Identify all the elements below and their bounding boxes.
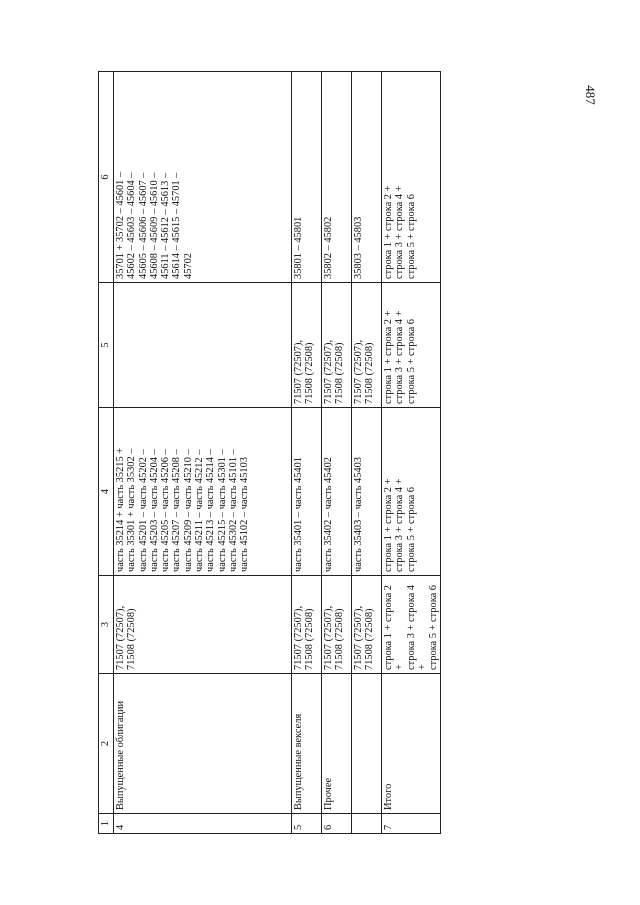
header-cell-2: 2 bbox=[99, 674, 114, 814]
table-row bbox=[292, 72, 322, 834]
header-cell-4: 4 bbox=[99, 408, 114, 576]
row-label-cell bbox=[352, 674, 382, 814]
table-cell: строка 1 + строка 2 + строка 3 + строка 4 + строка 5 + строка 6 bbox=[382, 576, 441, 674]
table-cell: 71507 (72507), 71508 (72508) bbox=[114, 576, 292, 674]
page-number: 487 bbox=[583, 85, 598, 105]
table-row-total bbox=[382, 72, 441, 834]
row-number-cell: 6 bbox=[322, 814, 352, 834]
header-cell-6: 6 bbox=[99, 72, 114, 283]
table-row bbox=[322, 72, 352, 834]
table-cell: 71507 (72507), 71508 (72508) bbox=[292, 283, 322, 408]
table-cell: 35802 – 45802 bbox=[322, 72, 352, 283]
table-cell: 71507 (72507), 71508 (72508) bbox=[352, 576, 382, 674]
header-cell-5: 5 bbox=[99, 283, 114, 408]
table-cell: часть 35214 + часть 35215 + часть 35301 + часть 35302 – часть 45201 – часть 45202 – часть 45203 – часть 45204 – часть 45205 – часть 45206 – часть 45207 – часть 45208 – часть 45209 – часть 45210 – часть 45211 – часть 45212 – часть 45213 – часть 45214 – часть 45215 – часть 45301 – часть 45302 – часть 45101 – часть 45102 – часть 45103 bbox=[114, 408, 292, 576]
table-cell: 35701 + 35702 – 45601 – 45602 – 45603 – 45604 – 45605 – 45606 – 45607 – 45608 – 45609 – 45610 – 45611 – 45612 – 45613 – 45614 – 45615 – 45701 – 45702 bbox=[114, 72, 292, 283]
row-number-cell: 5 bbox=[292, 814, 322, 834]
table-cell: 71507 (72507), 71508 (72508) bbox=[322, 283, 352, 408]
row-number-cell: 4 bbox=[114, 814, 292, 834]
table-cell: 71507 (72507), 71508 (72508) bbox=[292, 576, 322, 674]
table-cell: строка 1 + строка 2 + строка 3 + строка 4 + строка 5 + строка 6 bbox=[382, 72, 441, 283]
row-label-cell: Выпущенные векселя bbox=[292, 674, 322, 814]
header-cell-1: 1 bbox=[99, 814, 114, 834]
table-cell: часть 35401 – часть 45401 bbox=[292, 408, 322, 576]
row-number-cell: 7 bbox=[382, 814, 441, 834]
table-cell: 71507 (72507), 71508 (72508) bbox=[322, 576, 352, 674]
row-number-cell bbox=[352, 814, 382, 834]
row-label-cell: Итого bbox=[382, 674, 441, 814]
rotated-table-container bbox=[98, 72, 440, 834]
table-inner bbox=[98, 72, 440, 834]
table-cell: 71507 (72507), 71508 (72508) bbox=[352, 283, 382, 408]
table-cell: часть 35402 – часть 45402 bbox=[322, 408, 352, 576]
table-cell: 35801 – 45801 bbox=[292, 72, 322, 283]
data-table bbox=[98, 71, 441, 834]
table-cell bbox=[114, 283, 292, 408]
row-label-cell: Выпущенные облигации bbox=[114, 674, 292, 814]
row-label-cell: Прочее bbox=[322, 674, 352, 814]
table-row bbox=[352, 72, 382, 834]
table-row bbox=[114, 72, 292, 834]
table-cell: часть 35403 – часть 45403 bbox=[352, 408, 382, 576]
header-cell-3: 3 bbox=[99, 576, 114, 674]
table-cell: 35803 – 45803 bbox=[352, 72, 382, 283]
table-cell: строка 1 + строка 2 + строка 3 + строка 4 + строка 5 + строка 6 bbox=[382, 283, 441, 408]
table-cell: строка 1 + строка 2 + строка 3 + строка 4 + строка 5 + строка 6 bbox=[382, 408, 441, 576]
table-header-row bbox=[99, 72, 114, 834]
